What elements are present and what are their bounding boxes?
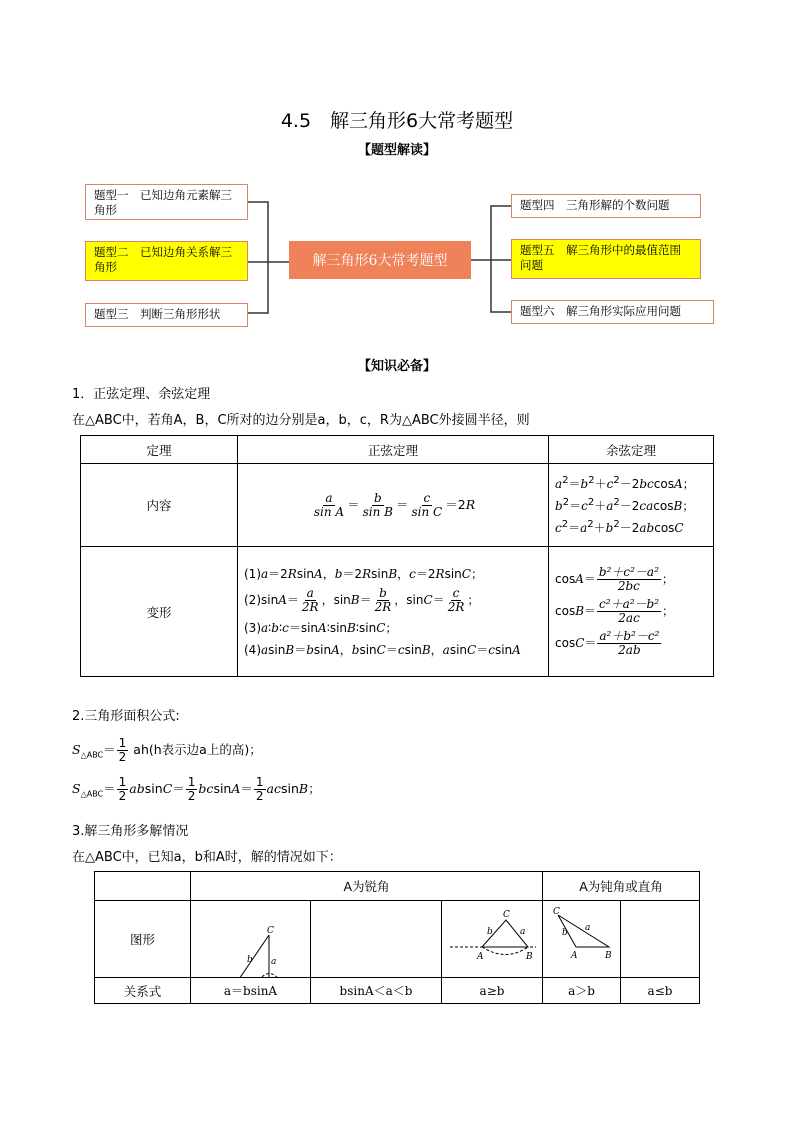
header-cosine-law: 余弦定理	[549, 436, 714, 464]
topic-5-box: 题型五 解三角形中的最值范围问题	[511, 239, 701, 279]
section-1-heading: 1．正弦定理、余弦定理	[72, 387, 211, 402]
section-title-topics: 【题型解读】	[357, 143, 436, 158]
relation-3: a≥b	[442, 978, 543, 1004]
mindmap-center: 解三角形6大常考题型	[289, 241, 471, 279]
triangle-acute-figure	[442, 902, 542, 977]
theorem-table	[80, 435, 714, 677]
svg-text:A: A	[571, 950, 578, 961]
topic-3-box: 题型三 判断三角形形状	[85, 303, 248, 327]
figure-case-4	[543, 901, 621, 978]
triangle-obtuse-figure	[543, 902, 620, 977]
sine-law-variants: (1)a＝2RsinA，b＝2RsinB，c＝2RsinC； (2)sinA＝ $\frac{a}{2R}$ ，sinB＝ $\frac{b}{2R}$ ，sinC＝ $\frac{c}{2R}$ ； (3)a∶b∶c＝sinA∶sinB∶sinC； (4)asinB＝bsinA，bsinC＝csinB，asinC＝csinA	[238, 547, 549, 677]
figure-case-5	[621, 901, 700, 978]
figure-case-2	[311, 901, 442, 978]
section-3-intro: 在△ABC中，已知a，b和A时，解的情况如下：	[72, 850, 342, 865]
page-title: 4.5 解三角形6大常考题型	[280, 110, 514, 132]
relation-1: a＝bsinA	[191, 978, 311, 1004]
row-content-label: 内容	[81, 464, 238, 547]
relation-4: a＞b	[543, 978, 621, 1004]
cosine-law-formulas: $a^2=b^2+c^2-2bccosA$； $b^2=c^2+a^2-2cacosB$； $c^2=a^2+b^2-2abcosC$	[549, 464, 714, 547]
svg-text:a: a	[271, 956, 277, 967]
row-relation-label: 关系式	[95, 978, 191, 1004]
header-obtuse: A为钝角或直角	[543, 872, 700, 901]
topic-4-box: 题型四 三角形解的个数问题	[511, 194, 701, 218]
svg-text:b: b	[562, 927, 568, 938]
cosine-law-variants: cosA＝ $\frac{\text{b²＋c²－a²}}{2bc}$ ； cosB＝ $\frac{\text{c²＋a²－b²}}{2ac}$ ； cosC＝ $\frac{\text{a²＋b²－c²}}{2ab}$	[549, 547, 714, 677]
row-figure-label: 图形	[95, 901, 191, 978]
header-acute: A为锐角	[191, 872, 543, 901]
topic-6-box: 题型六 解三角形实际应用问题	[511, 300, 714, 324]
svg-text:A: A	[477, 951, 484, 962]
section-title-knowledge: 【知识必备】	[357, 359, 436, 374]
header-sine-law: 正弦定理	[238, 436, 549, 464]
svg-text:C: C	[553, 906, 560, 917]
svg-text:a: a	[585, 922, 591, 933]
section-2-heading: 2.三角形面积公式:	[72, 709, 180, 724]
area-formula-1: $S_{\triangle ABC}=$ $\frac{1}{2}$ ah(h表示边a上的高)；	[72, 736, 262, 764]
svg-text:B: B	[526, 951, 533, 962]
svg-text:a: a	[520, 926, 526, 937]
triangle-right-figure	[191, 902, 310, 977]
sine-law-formula: $\frac{a}{\text{sin A}}$ ＝ $\frac{b}{\text{sin B}}$ ＝ $\frac{c}{\text{sin C}}$ ＝2R	[238, 464, 549, 547]
figure-case-1	[191, 901, 311, 978]
relation-2: bsinA＜a＜b	[311, 978, 442, 1004]
section-1-intro: 在△ABC中，若角A，B，C所对的边分别是a，b，c，R为△ABC外接圆半径，则	[72, 413, 530, 428]
section-3-heading: 3.解三角形多解情况	[72, 824, 189, 839]
svg-text:B: B	[605, 950, 612, 961]
header-theorem: 定理	[81, 436, 238, 464]
svg-text:C: C	[267, 925, 274, 936]
topic-1-box: 题型一 已知边角元素解三角形	[85, 184, 248, 220]
topic-2-box: 题型二 已知边角关系解三角形	[85, 241, 248, 281]
relation-5: a≤b	[621, 978, 700, 1004]
svg-text:C: C	[503, 909, 510, 920]
area-note: ah(h表示边a上的高)；	[133, 742, 262, 757]
figure-case-3	[442, 901, 543, 978]
svg-text:b: b	[247, 954, 253, 965]
solutions-table	[94, 871, 700, 1004]
svg-text:b: b	[487, 926, 493, 937]
area-formula-2: $S_{\triangle ABC}=$ $\frac{1}{2}$ absinC＝ $\frac{1}{2}$ bcsinA＝ $\frac{1}{2}$ acsinB；	[72, 775, 321, 803]
row-transform-label: 变形	[81, 547, 238, 677]
mindmap-connectors	[0, 0, 794, 340]
